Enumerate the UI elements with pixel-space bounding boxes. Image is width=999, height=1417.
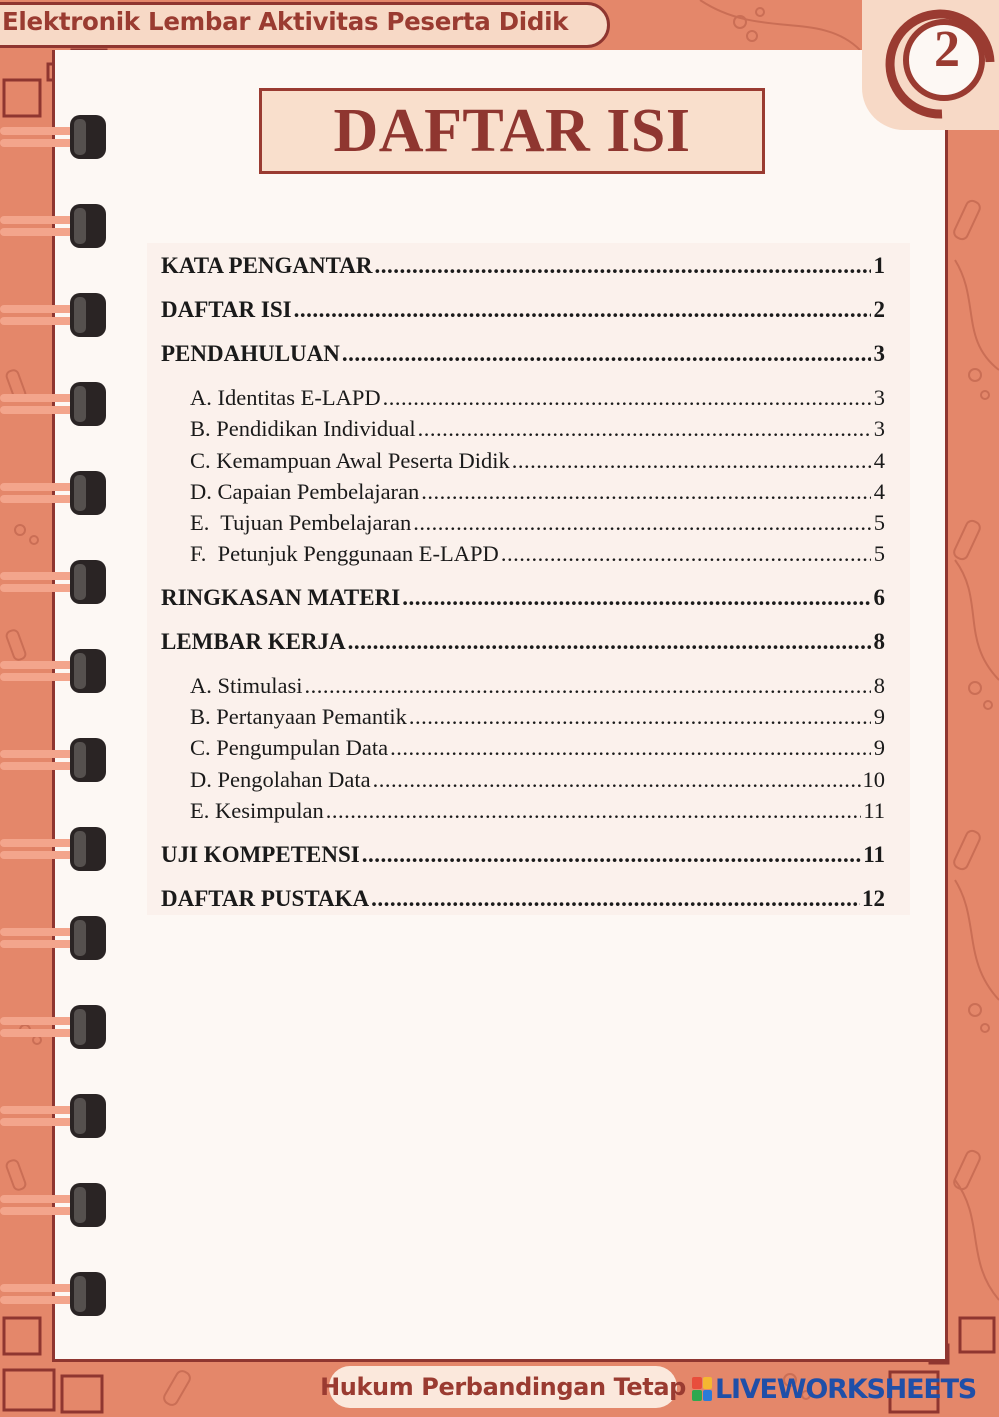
toc-dot-leader xyxy=(390,735,871,761)
footer-topic-banner xyxy=(320,1366,686,1408)
spiral-ring xyxy=(0,914,110,962)
toc-entry-label: UJI KOMPETENSI xyxy=(161,842,360,867)
spiral-ring xyxy=(0,1181,110,1229)
toc-entry-page: 8 xyxy=(873,629,885,654)
toc-entry-label: B. Pendidikan Individual xyxy=(190,416,416,441)
toc-entry-page: 10 xyxy=(862,767,885,792)
toc-entry-page: 11 xyxy=(863,798,885,823)
toc-entry-label: E. Tujuan Pembelajaran xyxy=(190,510,412,535)
toc-entry[interactable] xyxy=(161,629,885,655)
toc-dot-leader xyxy=(294,297,871,323)
toc-entry[interactable] xyxy=(190,385,885,411)
toc-dot-leader xyxy=(402,585,871,611)
toc-dot-leader xyxy=(373,767,861,793)
toc-entry-label: D. Pengolahan Data xyxy=(190,767,371,792)
brand-icon xyxy=(692,1377,712,1401)
toc-entry-label: F. Petunjuk Penggunaan E-LAPD xyxy=(190,541,499,566)
toc-entry-page: 9 xyxy=(873,704,885,729)
toc-entry-page: 6 xyxy=(873,585,885,610)
spiral-ring xyxy=(0,1092,110,1140)
toc-entry-page: 4 xyxy=(873,479,885,504)
toc-dot-leader xyxy=(326,798,862,824)
toc-entry-page: 5 xyxy=(873,541,885,566)
toc-dot-leader xyxy=(383,385,871,411)
toc-entry-label: A. Identitas E-LAPD xyxy=(190,385,381,410)
toc-entry-page: 9 xyxy=(873,735,885,760)
toc-entry-page: 3 xyxy=(873,341,885,366)
toc-entry-label: E. Kesimpulan xyxy=(190,798,324,823)
toc-entry[interactable] xyxy=(161,842,885,868)
document-title: DAFTAR ISI xyxy=(333,97,691,165)
toc-entry[interactable] xyxy=(161,585,885,611)
spiral-ring xyxy=(0,202,110,250)
spiral-ring xyxy=(0,291,110,339)
toc-entry[interactable] xyxy=(190,673,885,699)
toc-entry[interactable] xyxy=(190,767,885,793)
spiral-ring xyxy=(0,1270,110,1318)
toc-entry[interactable] xyxy=(190,541,885,567)
toc-entry[interactable] xyxy=(161,886,885,912)
toc-entry[interactable] xyxy=(190,704,885,730)
page-number: 2 xyxy=(934,21,960,78)
toc-entry[interactable] xyxy=(190,479,885,505)
toc-entry-label: C. Kemampuan Awal Peserta Didik xyxy=(190,448,510,473)
toc-entry-label: B. Pertanyaan Pemantik xyxy=(190,704,407,729)
toc-dot-leader xyxy=(305,673,871,699)
toc-entry[interactable] xyxy=(190,416,885,442)
toc-entry-label: DAFTAR ISI xyxy=(161,297,292,322)
toc-entry[interactable] xyxy=(190,735,885,761)
spiral-ring xyxy=(0,825,110,873)
toc-entry-page: 3 xyxy=(873,416,885,441)
toc-dot-leader xyxy=(413,510,871,536)
spiral-ring xyxy=(0,1003,110,1051)
toc-dot-leader xyxy=(348,629,871,655)
spiral-ring xyxy=(0,558,110,606)
toc-entry-label: KATA PENGANTAR xyxy=(161,253,373,278)
toc-entry-page: 1 xyxy=(873,253,885,278)
toc-entry-label: DAFTAR PUSTAKA xyxy=(161,886,370,911)
toc-entry-page: 8 xyxy=(873,673,885,698)
toc-entry-label: C. Pengumpulan Data xyxy=(190,735,389,760)
toc-entry-page: 3 xyxy=(873,385,885,410)
toc-entry-page: 5 xyxy=(873,510,885,535)
header-title: Elektronik Lembar Aktivitas Peserta Didik xyxy=(2,7,569,36)
toc-entry[interactable] xyxy=(161,297,885,323)
toc-entry-page: 11 xyxy=(863,842,885,867)
footer-topic: Hukum Perbandingan Tetap xyxy=(320,1373,686,1401)
spiral-ring xyxy=(0,469,110,517)
toc-entry[interactable] xyxy=(190,798,885,824)
toc-entry[interactable] xyxy=(161,341,885,367)
toc-entry[interactable] xyxy=(190,448,885,474)
spiral-ring xyxy=(0,113,110,161)
spiral-ring xyxy=(0,380,110,428)
toc-entry-page: 4 xyxy=(873,448,885,473)
toc-dot-leader xyxy=(501,541,871,567)
toc-entry[interactable] xyxy=(161,253,885,279)
spiral-ring xyxy=(0,647,110,695)
toc-dot-leader xyxy=(371,886,860,912)
spiral-ring xyxy=(0,736,110,784)
toc-entry-label: D. Capaian Pembelajaran xyxy=(190,479,420,504)
toc-dot-leader xyxy=(409,704,871,730)
toc-entry-label: A. Stimulasi xyxy=(190,673,303,698)
brand-name: LIVEWORKSHEETS xyxy=(715,1373,977,1405)
toc-entry-label: LEMBAR KERJA xyxy=(161,629,346,654)
toc-dot-leader xyxy=(421,479,871,505)
toc-dot-leader xyxy=(374,253,871,279)
toc-entry-label: RINGKASAN MATERI xyxy=(161,585,401,610)
brand-logo[interactable] xyxy=(692,1372,976,1406)
toc-dot-leader xyxy=(512,448,871,474)
toc-dot-leader xyxy=(362,842,862,868)
toc-dot-leader xyxy=(418,416,871,442)
toc-entry-label: PENDAHULUAN xyxy=(161,341,340,366)
toc-entry-page: 2 xyxy=(873,297,885,322)
toc-entry-page: 12 xyxy=(862,886,885,911)
toc-dot-leader xyxy=(342,341,871,367)
toc-entry[interactable] xyxy=(190,510,885,536)
document-title-box xyxy=(259,88,765,174)
